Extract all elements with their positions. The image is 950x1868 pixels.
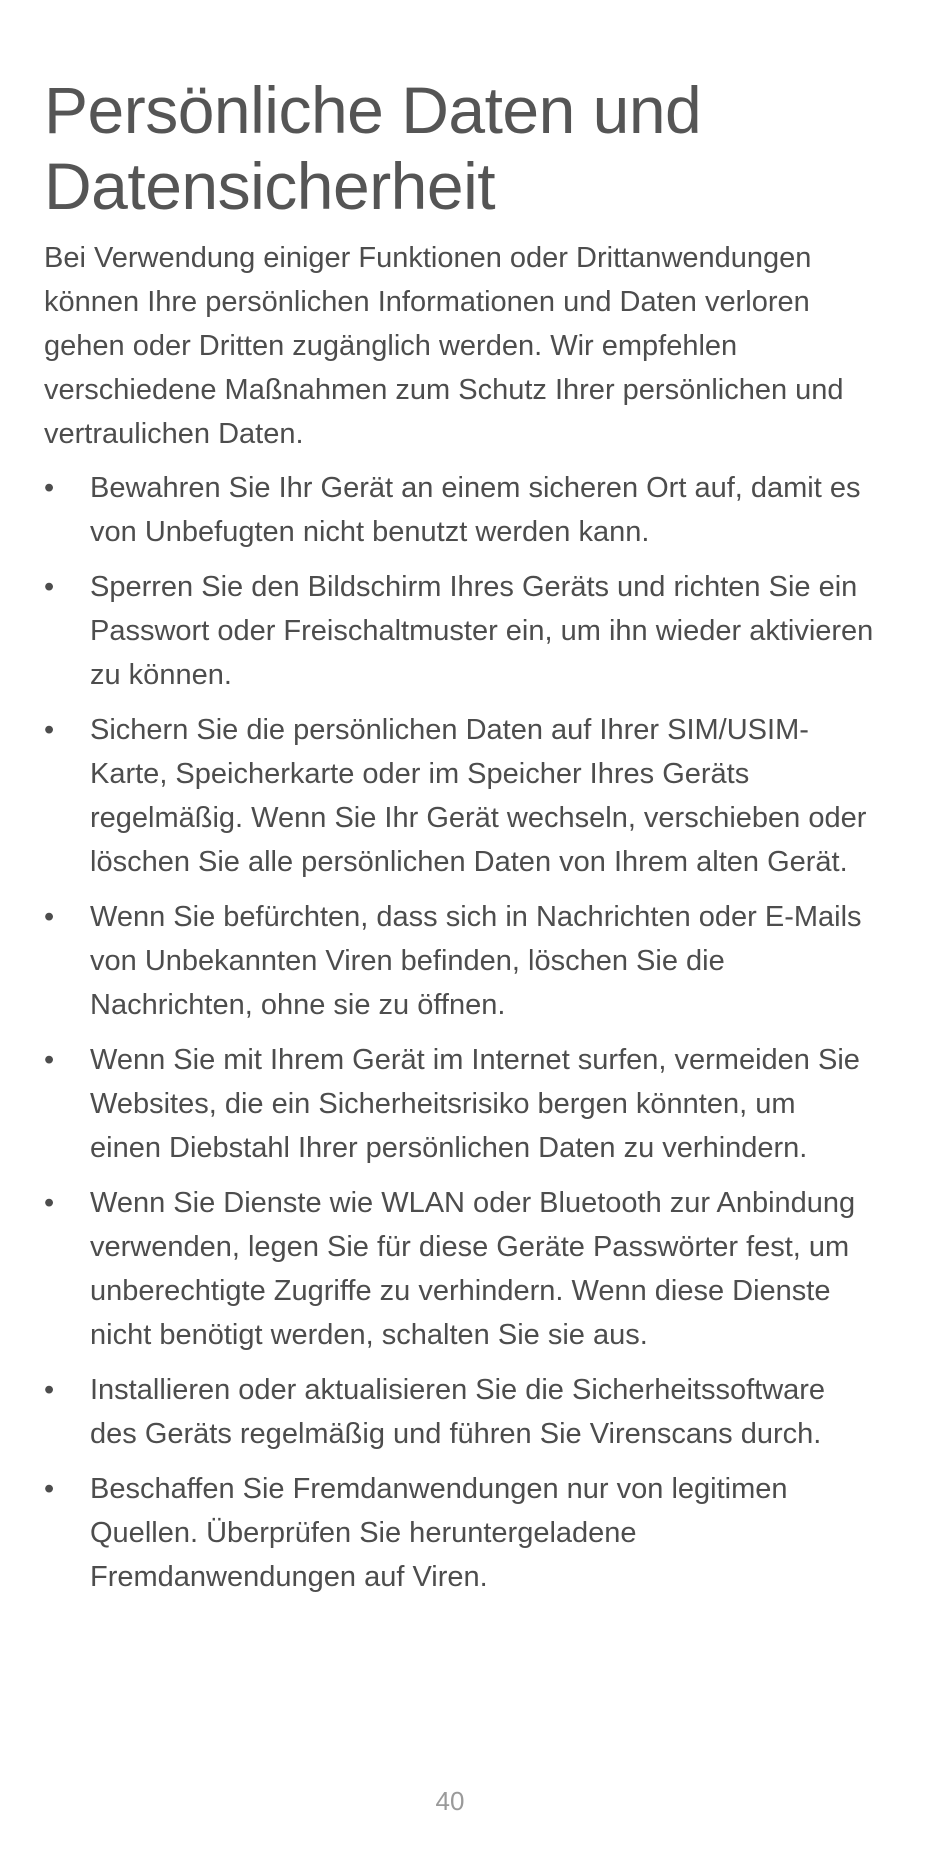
list-item bbox=[44, 708, 874, 884]
intro-paragraph: Bei Verwendung einiger Funktionen oder Drittanwendungen können Ihre persönlichen Informationen und Daten verloren gehen oder Dritten zugänglich werden. Wir empfehlen verschiedene Maßnahmen zum Schutz Ihrer persönlichen und vertraulichen Daten. bbox=[44, 242, 844, 450]
list-item-text: Sperren Sie den Bildschirm Ihres Geräts und richten Sie ein Passwort oder Freischaltmuster ein, um ihn wieder aktivieren zu können. bbox=[90, 571, 874, 691]
list-item bbox=[44, 565, 874, 697]
list-item-text: Wenn Sie mit Ihrem Gerät im Internet surfen, vermeiden Sie Websites, die ein Sicherheitsrisiko bergen könnten, um einen Diebstahl Ihrer persönlichen Daten zu verhindern. bbox=[90, 1044, 860, 1164]
bullet-icon: • bbox=[44, 1044, 55, 1076]
bullet-icon: • bbox=[44, 1473, 55, 1505]
list-item-text: Bewahren Sie Ihr Gerät an einem sicheren Ort auf, damit es von Unbefugten nicht benutzt werden kann. bbox=[90, 472, 861, 548]
bullet-icon: • bbox=[44, 1374, 55, 1406]
bullet-icon: • bbox=[44, 1187, 55, 1219]
list-item-text: Beschaffen Sie Fremdanwendungen nur von legitimen Quellen. Überprüfen Sie heruntergeladene Fremdanwendungen auf Viren. bbox=[90, 1473, 788, 1593]
list-item-text: Sichern Sie die persönlichen Daten auf Ihrer SIM/USIM-Karte, Speicherkarte oder im Speicher Ihres Geräts regelmäßig. Wenn Sie Ihr Gerät wechseln, verschieben oder löschen Sie alle persönlichen Daten von Ihrem alten Gerät. bbox=[90, 714, 867, 878]
list-item-text: Installieren oder aktualisieren Sie die Sicherheitssoftware des Geräts regelmäßig und führen Sie Virenscans durch. bbox=[90, 1374, 826, 1450]
bullet-icon: • bbox=[44, 571, 55, 603]
list-item-text: Wenn Sie befürchten, dass sich in Nachrichten oder E-Mails von Unbekannten Viren befinden, löschen Sie die Nachrichten, ohne sie zu öffnen. bbox=[90, 901, 862, 1021]
list-item bbox=[44, 1467, 874, 1599]
list-item bbox=[44, 466, 874, 554]
list-item bbox=[44, 1038, 874, 1170]
list-item bbox=[44, 1368, 874, 1456]
list-item bbox=[44, 895, 874, 1027]
list-item bbox=[44, 1181, 874, 1357]
document-page bbox=[44, 72, 874, 1610]
bullet-icon: • bbox=[44, 901, 55, 933]
page-number: 40 bbox=[435, 1786, 465, 1816]
page-title: Persönliche Daten und Datensicherheit bbox=[44, 73, 702, 223]
bullet-icon: • bbox=[44, 714, 55, 746]
security-tips-list bbox=[44, 466, 874, 1599]
bullet-icon: • bbox=[44, 472, 55, 504]
list-item-text: Wenn Sie Dienste wie WLAN oder Bluetooth zur Anbindung verwenden, legen Sie für diese Geräte Passwörter fest, um unberechtigte Zugriffe zu verhindern. Wenn diese Dienste nicht benötigt werden, schalten Sie sie aus. bbox=[90, 1187, 856, 1351]
